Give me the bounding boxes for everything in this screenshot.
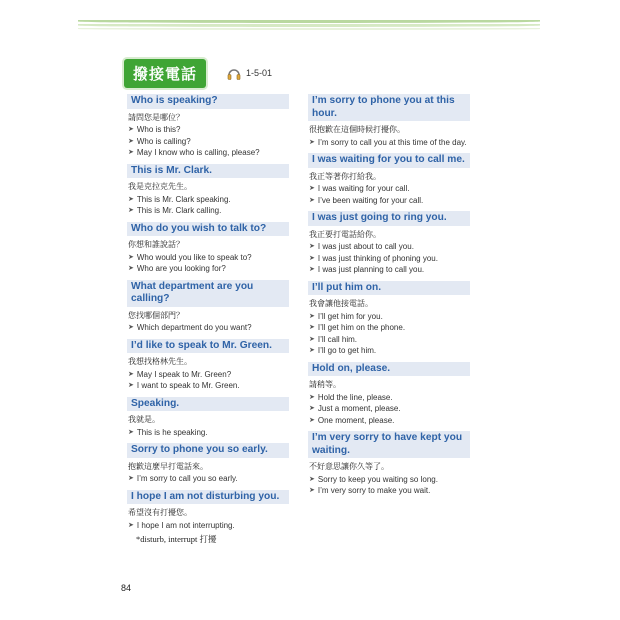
arrow-icon: ➤ [309,347,315,354]
alternative-text: One moment, please. [317,415,395,425]
arrow-icon: ➤ [128,195,134,203]
arrow-icon: ➤ [128,475,134,482]
phrase-entry [308,153,470,206]
alternative-phrase [309,241,470,253]
arrow-icon: ➤ [128,126,134,133]
arrow-icon: ➤ [309,196,315,204]
phrase-entry [308,431,470,497]
chinese-translation: 不好意思讓你久等了。 [309,462,389,471]
arrow-icon: ➤ [128,324,134,331]
arrow-icon: ➤ [309,416,315,424]
alternative-phrase [128,322,289,334]
phrase-entry [308,281,470,357]
alternative-phrase [128,369,289,381]
alternative-phrase [309,392,470,404]
phrase-heading: I’m sorry to phone you at this hour. [308,94,470,121]
alternative-text: Who are you looking for? [136,264,226,273]
phrase-entry [127,94,289,159]
alternative-text: This is Mr. Clark calling. [136,206,222,215]
alternative-phrase [309,311,470,323]
phrase-heading: I was just going to ring you. [308,211,470,226]
arrow-icon: ➤ [309,324,315,331]
chinese-translation: 你想和誰說話？ [128,240,184,249]
alternative-text: I hope I am not interrupting. [136,520,235,530]
arrow-icon: ➤ [309,266,315,273]
alternative-text: Hold the line, please. [317,392,393,402]
alternative-text: I was waiting for your call. [317,184,410,193]
arrow-icon: ➤ [309,487,315,494]
alternative-text: May I speak to Mr. Green? [136,369,232,379]
alternative-text: I’m very sorry to make you wait. [317,486,431,495]
audio-track[interactable] [226,66,272,81]
arrow-icon: ➤ [128,207,134,214]
alternative-phrase [128,124,289,136]
phrase-heading: Speaking. [127,397,289,412]
arrow-icon: ➤ [128,253,134,261]
phrase-heading: Who do you wish to talk to? [127,222,289,237]
alternative-phrase [128,380,289,392]
alternative-text: I’ll get him for you. [317,311,383,321]
alternative-text: Who would you like to speak to? [136,252,252,262]
alternative-phrase [309,403,470,415]
chinese-translation: 我正要打電話給你。 [309,229,381,239]
alternative-phrase [309,264,470,276]
arrow-icon: ➤ [128,370,134,378]
arrow-icon: ➤ [309,243,315,250]
left-column [127,94,289,550]
alternative-phrase [128,136,289,148]
alternative-text: May I know who is calling, please? [136,148,260,157]
alternative-text: This is Mr. Clark speaking. [136,194,231,204]
page-number: 84 [121,583,132,593]
alternative-text: I was just about to call you. [317,242,414,251]
alternative-phrase [128,520,289,532]
phrase-entry [127,490,289,546]
phrase-entry [308,211,470,276]
alternative-text: Which department do you want? [136,323,252,332]
phrase-heading: What department are you calling? [127,280,289,307]
section-header [124,60,272,86]
alternative-text: I’m sorry to call you at this time of the day. [317,137,467,147]
chinese-translation: 我想找格林先生。 [128,357,192,366]
phrase-heading: Who is speaking? [127,94,289,109]
arrow-icon: ➤ [128,137,134,145]
phrase-entry [127,222,289,275]
arrow-icon: ➤ [309,138,315,146]
alternative-phrase [128,205,289,217]
alternative-text: I’ve been waiting for your call. [317,195,424,205]
alternative-phrase [309,253,470,265]
arrow-icon: ➤ [309,405,315,412]
alternative-phrase [128,473,289,485]
alternative-text: Sorry to keep you waiting so long. [317,474,438,484]
phrase-heading: I’d like to speak to Mr. Green. [127,339,289,354]
alternative-phrase [128,147,289,159]
alternative-phrase [309,474,470,486]
phrase-entry [127,339,289,392]
alternative-text: I want to speak to Mr. Green. [136,381,240,390]
alternative-phrase [309,334,470,346]
alternative-phrase [128,263,289,275]
vocabulary-note: *disturb, interrupt 打擾 [136,534,217,544]
arrow-icon: ➤ [128,265,134,272]
alternative-phrase [309,415,470,427]
alternative-phrase [309,485,470,497]
alternative-text: I was just planning to call you. [317,265,425,274]
chinese-translation: 希望沒有打擾您。 [128,508,192,517]
chinese-translation: 抱歉這麼早打電話來。 [128,461,208,471]
alternative-phrase [309,195,470,207]
arrow-icon: ➤ [128,382,134,389]
alternative-phrase [309,183,470,195]
track-number: 1-5-01 [246,68,273,78]
phrase-entry [127,443,289,485]
phrase-heading: This is Mr. Clark. [127,164,289,179]
headphones-icon [226,66,242,81]
alternative-phrase [128,427,289,439]
header-decoration [78,20,540,34]
phrase-heading: Sorry to phone you so early. [127,443,289,458]
alternative-phrase [128,252,289,264]
alternative-text: Just a moment, please. [317,404,401,413]
arrow-icon: ➤ [309,185,315,192]
chinese-translation: 我正等著你打給我。 [309,171,381,181]
alternative-text: I’ll go to get him. [317,346,377,355]
phrase-entry [308,94,470,148]
arrow-icon: ➤ [309,393,315,401]
alternative-text: This is he speaking. [136,427,208,437]
alternative-phrase [128,194,289,206]
section-title: 撥接電話 [124,59,206,88]
alternative-phrase [309,345,470,357]
alternative-text: I’m sorry to call you so early. [136,474,238,483]
phrase-heading: I was waiting for you to call me. [308,153,470,168]
phrase-heading: I’m very sorry to have kept you waiting. [308,431,470,458]
alternative-text: I’ll call him. [317,334,357,344]
alternative-text: I was just thinking of phoning you. [317,253,438,263]
alternative-phrase [309,322,470,334]
phrase-entry [308,362,470,427]
chinese-translation: 我會讓他接電話。 [309,299,373,308]
chinese-translation: 我就是。 [128,415,160,424]
alternative-text: I’ll get him on the phone. [317,323,406,332]
phrase-heading: Hold on, please. [308,362,470,377]
arrow-icon: ➤ [128,521,134,529]
phrase-entry [127,280,289,334]
right-column [308,94,470,502]
chinese-translation: 請稍等。 [309,380,341,389]
phrase-heading: I hope I am not disturbing you. [127,490,289,505]
phrase-entry [127,397,289,439]
chinese-translation: 您找哪個部門？ [128,310,184,320]
arrow-icon: ➤ [309,335,315,343]
alternative-text: Who is this? [136,125,181,134]
arrow-icon: ➤ [309,254,315,262]
arrow-icon: ➤ [128,428,134,436]
chinese-translation: 我是克拉克先生。 [128,182,192,191]
chinese-translation: 請問您是哪位？ [128,112,184,122]
phrase-heading: I’ll put him on. [308,281,470,296]
arrow-icon: ➤ [309,312,315,320]
arrow-icon: ➤ [309,475,315,483]
alternative-text: Who is calling? [136,136,191,146]
arrow-icon: ➤ [128,149,134,156]
alternative-phrase [309,137,470,149]
chinese-translation: 很抱歉在這個時候打擾你。 [309,125,405,134]
phrase-entry [127,164,289,217]
